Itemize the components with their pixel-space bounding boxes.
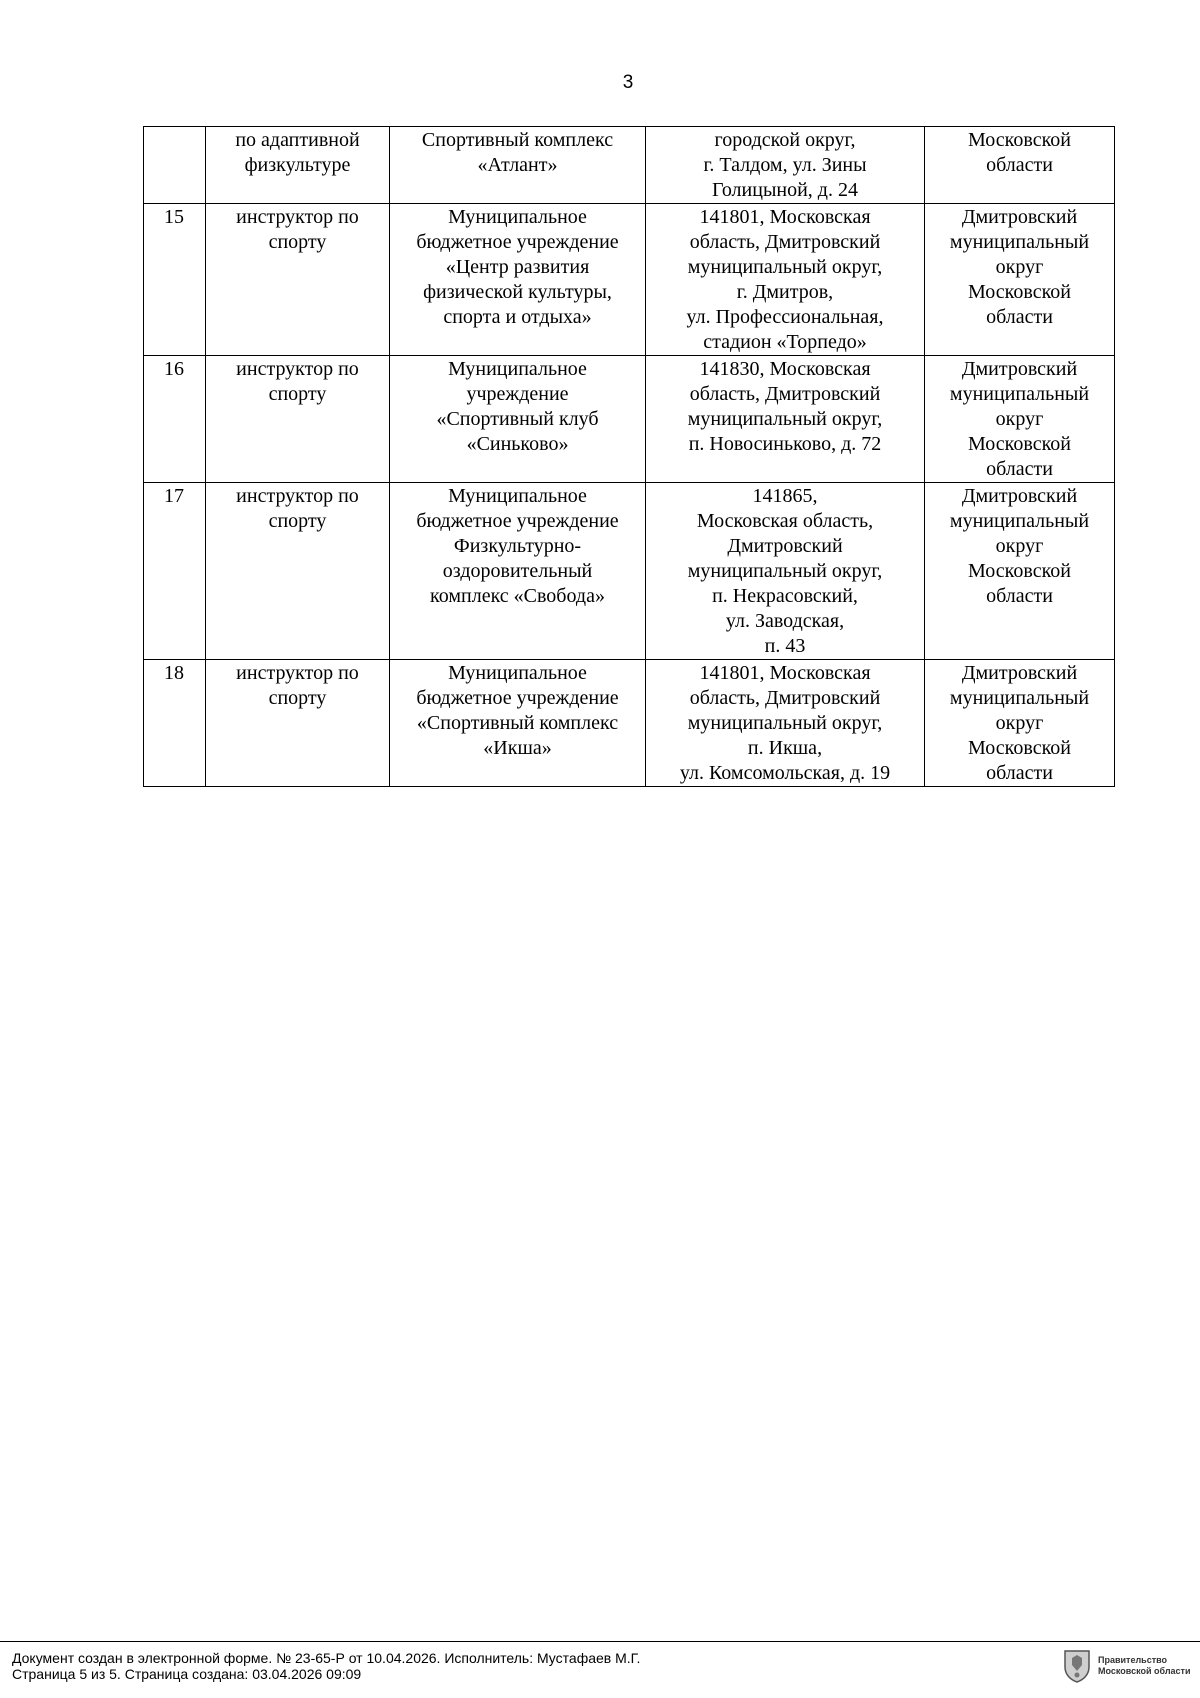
position-cell: по адаптивной физкультуре [206,127,390,204]
position-cell: инструктор по спорту [206,660,390,787]
row-number: 15 [144,204,206,356]
address-cell: 141830, Московская область, Дмитровский муниципальный округ, п. Новосиньково, д. 72 [646,356,925,483]
row-number: 18 [144,660,206,787]
footer-info [12,1650,640,1682]
municipality-cell: Дмитровский муниципальный округ Московской области [925,204,1115,356]
facilities-table [143,126,1115,787]
organization-cell: Спортивный комплекс «Атлант» [390,127,646,204]
page-number: 3 [622,72,634,93]
position-cell: инструктор по спорту [206,483,390,660]
position-cell: инструктор по спорту [206,356,390,483]
municipality-cell: Московской области [925,127,1115,204]
row-number: 17 [144,483,206,660]
organization-cell: Муниципальное бюджетное учреждение «Центр развития физической культуры, спорта и отдыха» [390,204,646,356]
row-number [144,127,206,204]
government-logo [1062,1648,1196,1684]
address-cell: городской округ, г. Талдом, ул. Зины Голицыной, д. 24 [646,127,925,204]
address-cell: 141801, Московская область, Дмитровский муниципальный округ, п. Икша, ул. Комсомольская, д. 19 [646,660,925,787]
organization-cell: Муниципальное бюджетное учреждение Физкультурно- оздоровительный комплекс «Свобода» [390,483,646,660]
organization-cell: Муниципальное учреждение «Спортивный клуб «Синьково» [390,356,646,483]
address-cell: 141801, Московская область, Дмитровский муниципальный округ, г. Дмитров, ул. Профессиональная, стадион «Торпедо» [646,204,925,356]
municipality-cell: Дмитровский муниципальный округ Московской области [925,356,1115,483]
footer-line-2: Страница 5 из 5. Страница создана: 03.04.2026 09:09 [12,1666,362,1682]
row-number: 16 [144,356,206,483]
position-cell: инструктор по спорту [206,204,390,356]
table-row [144,483,1115,660]
municipality-cell: Дмитровский муниципальный округ Московской области [925,483,1115,660]
table-row [144,660,1115,787]
municipality-cell: Дмитровский муниципальный округ Московской области [925,660,1115,787]
address-cell: 141865, Московская область, Дмитровский муниципальный округ, п. Некрасовский, ул. Заводская, п. 43 [646,483,925,660]
footer-divider [0,1641,1200,1642]
coat-of-arms-icon [1062,1649,1092,1683]
table-row [144,356,1115,483]
table-row [144,204,1115,356]
organization-cell: Муниципальное бюджетное учреждение «Спортивный комплекс «Икша» [390,660,646,787]
footer-line-1: Документ создан в электронной форме. № 23-65-Р от 10.04.2026. Исполнитель: Мустафаев М.Г. [12,1650,641,1666]
table-row [144,127,1115,204]
logo-text: Правительство Московской области [1098,1655,1191,1676]
